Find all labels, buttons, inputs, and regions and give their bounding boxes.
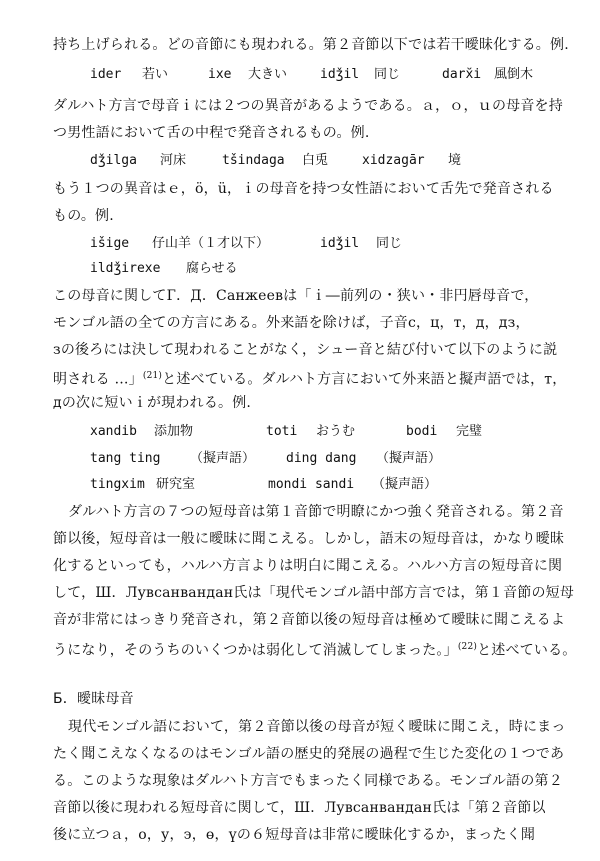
text-line: ダルハト方言で母音ｉには２つの異音があるようである。ａ，ｏ，ｕの母音を持 bbox=[53, 98, 563, 114]
text-line: たく聞こえなくなるのはモンゴル語の歴史的発展の過程で生じた変化の１つであ bbox=[53, 746, 565, 762]
text-line: 節以後，短母音は一般に曖昧に聞こえる。しかし，語末の短母音は，かなり曖昧 bbox=[53, 531, 565, 547]
example-row bbox=[90, 66, 533, 84]
text-line: 化するといっても，ハルハ方言よりは明白に聞こえる。ハルハ方言の短母音に関 bbox=[53, 558, 563, 574]
text-line: зの後ろには決して現われることがなく，シュー音と結び付いて以下のように説 bbox=[53, 342, 558, 358]
text-line: 後に立つａ，о，у，э，ө，үの６短母音は非常に曖昧化するか，まったく聞 bbox=[53, 827, 536, 843]
example-word: idǯil bbox=[320, 236, 360, 251]
example-word: ider bbox=[90, 67, 122, 82]
text-fragment: と述べている。ダルハト方言において外来語と擬声語では，т， bbox=[162, 371, 567, 388]
text-line: この母音に関してГ．Д．Санжеевは「ｉ―前列の・狭い・非円唇母音で， bbox=[53, 288, 539, 304]
example-word: tingxim bbox=[90, 477, 145, 492]
text-line: もう１つの異音はｅ，ö，ü，ｉの母音を持つ女性語において舌先で発音される bbox=[53, 181, 554, 197]
example-gloss: 仔山羊（１才以下） bbox=[152, 236, 270, 251]
example-word: bodi bbox=[406, 424, 438, 439]
footnote-ref: (21) bbox=[142, 371, 163, 381]
example-word: išige bbox=[90, 236, 130, 251]
example-gloss: 境 bbox=[448, 153, 462, 168]
example-gloss: 腐らせる bbox=[186, 261, 238, 276]
example-word: xandib bbox=[90, 424, 137, 439]
example-gloss: 完璧 bbox=[456, 424, 483, 439]
example-word: ildǯirexe bbox=[90, 261, 161, 276]
example-word: idǯil bbox=[320, 67, 360, 82]
text-line: る。このような現象はダルハト方言でもまったく同様である。モンゴル語の第２ bbox=[53, 773, 563, 789]
example-gloss: （擬声語） bbox=[372, 477, 438, 492]
text-line: дの次に短いｉが現われる。例. bbox=[53, 395, 252, 411]
section-heading: Б．曖昧母音 bbox=[53, 691, 134, 707]
example-gloss: 同じ bbox=[376, 236, 403, 251]
example-word: tang ting bbox=[90, 451, 161, 466]
text-fragment: と述べている。 bbox=[477, 642, 577, 659]
example-gloss: 河床 bbox=[160, 153, 187, 168]
example-row bbox=[90, 476, 437, 494]
text-line: つ男性語において舌の中程で発音されるもの。例. bbox=[53, 125, 370, 141]
text-fragment: 明される …」 bbox=[53, 371, 143, 388]
text-line bbox=[53, 367, 600, 389]
text-line: して，Ш．Лувсанвандан氏は「現代モンゴル語中部方言では，第１音節の短母 bbox=[53, 585, 575, 601]
example-gloss: 若い bbox=[142, 67, 169, 82]
example-word: xidzagār bbox=[362, 153, 425, 168]
example-row bbox=[90, 260, 238, 278]
text-line: ダルハト方言の７つの短母音は第１音節で明瞭にかつ強く発音される。第２音 bbox=[68, 504, 564, 520]
example-gloss: （擬声語） bbox=[376, 451, 442, 466]
example-word: mondi sandi bbox=[268, 477, 355, 492]
example-gloss: 風倒木 bbox=[494, 67, 534, 82]
example-gloss: 白兎 bbox=[302, 153, 329, 168]
example-row bbox=[90, 235, 402, 253]
example-word: dǯilga bbox=[90, 153, 137, 168]
text-line: 音が非常にはっきり発音され，第２音節以後の短母音は極めて曖昧に聞こえるよ bbox=[53, 612, 566, 628]
example-gloss: 同じ bbox=[374, 67, 401, 82]
text-line: モンゴル語の全ての方言にある。外来語を除けば，子音с，ц，т，д，дз， bbox=[53, 315, 530, 331]
example-gloss: （擬声語） bbox=[190, 451, 256, 466]
footnote-ref: (22) bbox=[457, 642, 478, 652]
example-gloss: 添加物 bbox=[154, 424, 194, 439]
example-gloss: 研究室 bbox=[156, 477, 196, 492]
example-word: ding dang bbox=[286, 451, 357, 466]
example-gloss: 大きい bbox=[248, 67, 288, 82]
text-line bbox=[53, 638, 600, 660]
example-word: ixe bbox=[208, 67, 232, 82]
text-line: もの。例. bbox=[53, 208, 114, 224]
text-fragment: うになり，そのうちのいくつかは弱化して消滅してしまった。」 bbox=[53, 642, 458, 659]
text-line: 現代モンゴル語において，第２音節以後の母音が短く曖昧に聞こえ，時にまっ bbox=[68, 719, 566, 735]
example-row bbox=[90, 423, 482, 441]
example-row bbox=[90, 450, 441, 468]
example-word: toti bbox=[266, 424, 298, 439]
example-row bbox=[90, 152, 461, 170]
text-line: 音節以後に現われる短母音に関して，Ш．Лувсанвандан氏は「第２音節以 bbox=[53, 800, 546, 816]
example-word: tšindaga bbox=[222, 153, 285, 168]
example-gloss: おうむ bbox=[316, 424, 356, 439]
text-line: 持ち上げられる。どの音節にも現われる。第２音節以下では若干曖昧化する。例. bbox=[53, 37, 569, 53]
example-word: darx̆i bbox=[442, 67, 482, 82]
